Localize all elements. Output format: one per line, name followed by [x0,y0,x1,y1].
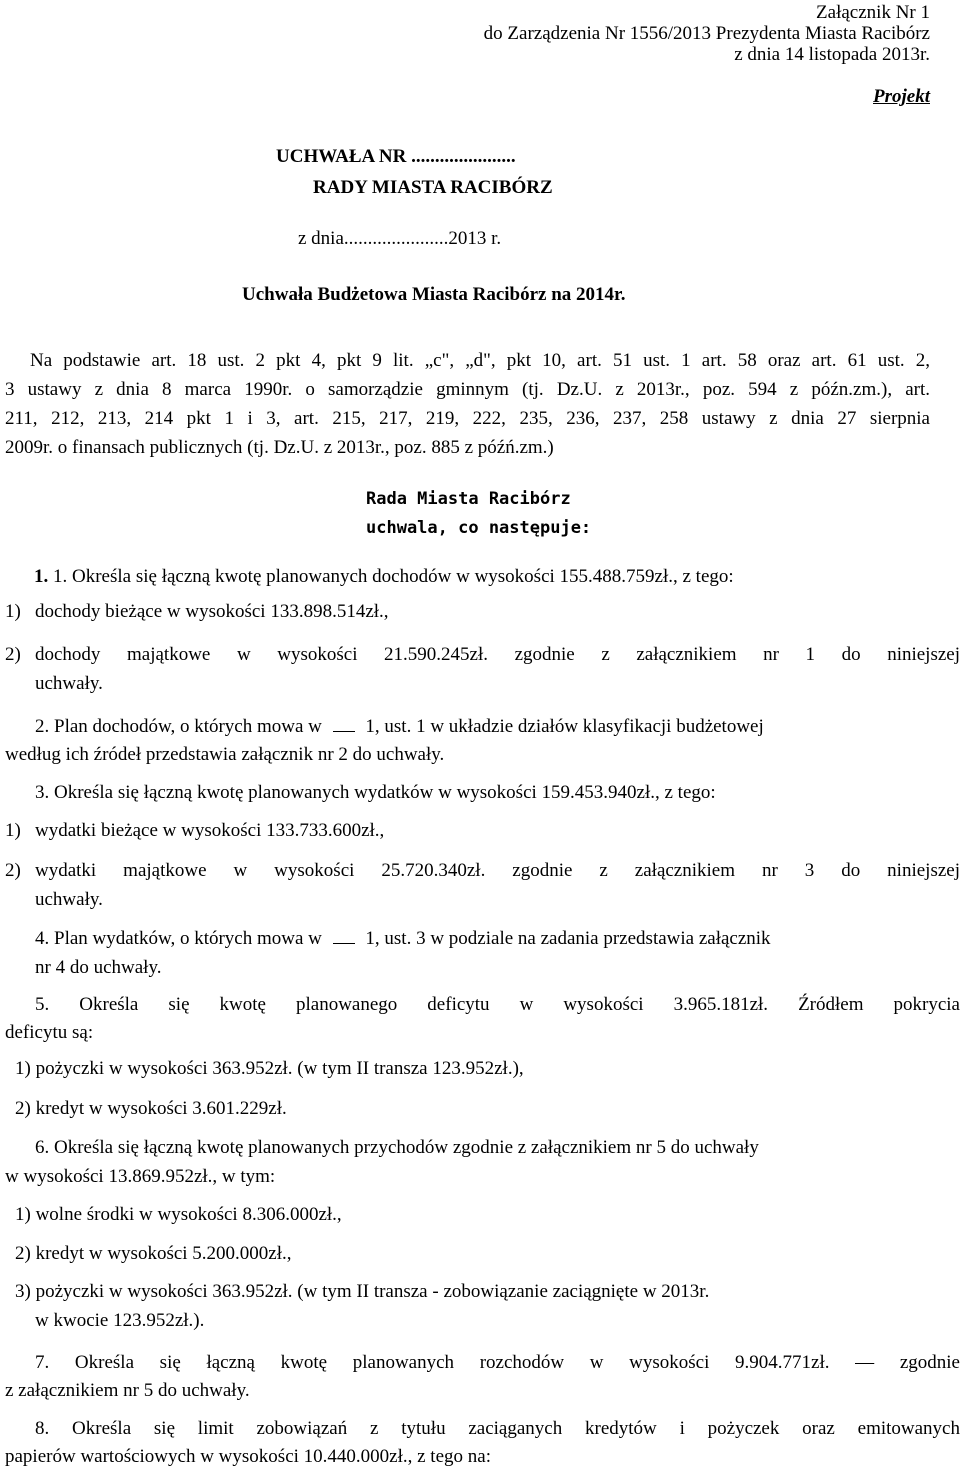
list-text-cont: uchwały. [35,889,103,910]
list-item: 3) pożyczki w wysokości 363.952zł. (w tym II transza - zobowiązanie zaciągnięte w 2013r. [15,1281,710,1302]
paragraph-1-text: 1. Określa się łączną kwotę planowanych dochodów w wysokości 155.488.759zł., z tego: [53,566,734,587]
paragraph-2-text-a: 2. Plan dochodów, o których mowa w [35,716,322,737]
paragraph-7-line: z załącznikiem nr 5 do uchwały. [5,1380,250,1401]
preamble-line: 211, 212, 213, 214 pkt 1 i 3, art. 215, 217, 219, 222, 235, 236, 237, 258 ustawy z dnia 27 sierpnia [5,408,930,429]
resolution-number: UCHWAŁA NR ...................... [276,146,516,167]
paragraph-1 [34,566,734,588]
list-text-cont: w kwocie 123.952zł.). [35,1310,205,1331]
section-sign-blank [333,929,355,944]
paragraph-6-line: w wysokości 13.869.952zł., w tym: [5,1166,276,1187]
paragraph-8: 8. Określa się limit zobowiązań z tytułu zaciąganych kredytów i pożyczek oraz emitowanych [35,1418,960,1439]
list-item: 2) kredyt w wysokości 5.200.000zł., [15,1243,292,1264]
paragraph-7: 7. Określa się łączną kwotę planowanych rozchodów w wysokości 9.904.771zł. — zgodnie [35,1352,960,1373]
list-number: 1) [5,601,21,622]
list-item: 1) wolne środki w wysokości 8.306.000zł., [15,1204,342,1225]
list-number: 2) [5,860,21,881]
paragraph-4-line: nr 4 do uchwały. [35,957,162,978]
council-name: RADY MIASTA RACIBÓRZ [313,177,553,198]
list-number: 2) [5,644,21,665]
preamble-line: Na podstawie art. 18 ust. 2 pkt 4, pkt 9 lit. „c", „d", pkt 10, art. 51 ust. 1 art. 58 oraz art. 61 ust. 2, [30,350,930,371]
list-item: 2) kredyt w wysokości 3.601.229zł. [15,1098,287,1119]
paragraph-2-line: według ich źródeł przedstawia załącznik nr 2 do uchwały. [5,744,445,765]
paragraph-6: 6. Określa się łączną kwotę planowanych przychodów zgodnie z załącznikiem nr 5 do uchwały [35,1137,759,1158]
resolution-subject: Uchwała Budżetowa Miasta Racibórz na 2014r. [242,284,626,305]
section-sign-blank [333,717,355,732]
project-label: Projekt [873,86,930,107]
paragraph-3: 3. Określa się łączną kwotę planowanych wydatków w wysokości 159.453.940zł., z tego: [35,782,716,803]
list-text-cont: uchwały. [35,673,103,694]
paragraph-4-text-a: 4. Plan wydatków, o których mowa w [35,928,322,949]
list-text: wydatki majątkowe w wysokości 25.720.340zł. zgodnie z załącznikiem nr 3 do niniejszej [35,860,960,881]
order-reference: do Zarządzenia Nr 1556/2013 Prezydenta Miasta Racibórz [483,23,930,44]
preamble-line: 3 ustawy z dnia 8 marca 1990r. o samorządzie gminnym (tj. Dz.U. z 2013r., poz. 594 z późn.zm.), art. [5,379,930,400]
paragraph-5-line: deficytu są: [5,1022,94,1043]
paragraph-4-text-b: 1, ust. 3 w podziale na zadania przedstawia załącznik [365,928,771,949]
paragraph-5: 5. Określa się kwotę planowanego deficytu w wysokości 3.965.181zł. Źródłem pokrycia [35,994,960,1015]
list-item: 1) pożyczki w wysokości 363.952zł. (w tym II transza 123.952zł.), [15,1058,524,1079]
list-number: 1) [5,820,21,841]
paragraph-2 [35,716,960,738]
council-heading: Rada Miasta Racibórz [366,489,571,509]
section-mark: 1. [34,566,49,587]
resolves-heading: uchwala, co następuje: [366,518,592,538]
preamble-line: 2009r. o finansach publicznych (tj. Dz.U. z 2013r., poz. 885 z późń.zm.) [5,437,554,458]
paragraph-8-line: papierów wartościowych w wysokości 10.440.000zł., z tego na: [5,1446,491,1467]
paragraph-4 [35,928,960,950]
paragraph-2-text-b: 1, ust. 1 w układzie działów klasyfikacji budżetowej [365,716,764,737]
list-text: dochody majątkowe w wysokości 21.590.245zł. zgodnie z załącznikiem nr 1 do niniejszej [35,644,960,665]
attachment-label: Załącznik Nr 1 [816,2,930,23]
list-text: wydatki bieżące w wysokości 133.733.600zł., [35,820,385,841]
list-text: dochody bieżące w wysokości 133.898.514zł., [35,601,389,622]
order-date: z dnia 14 listopada 2013r. [734,44,930,65]
resolution-date: z dnia......................2013 r. [298,228,502,249]
